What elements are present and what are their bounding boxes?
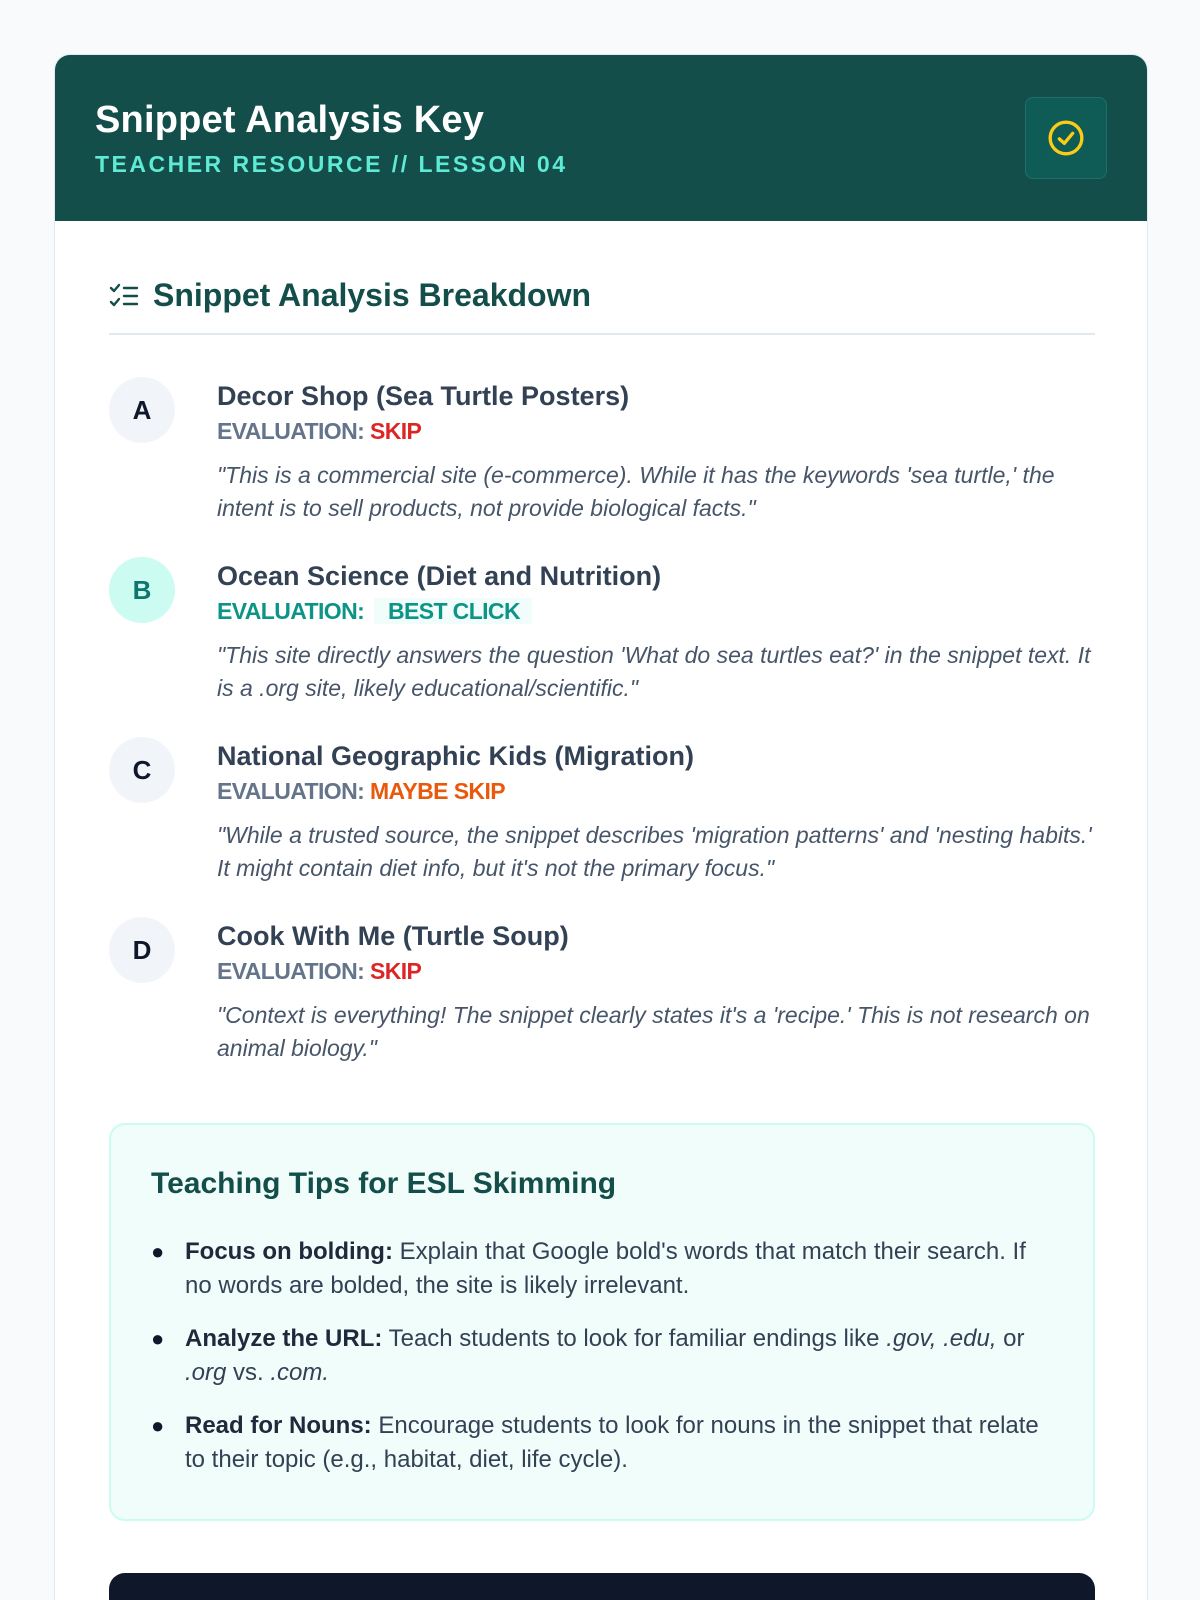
- evaluation-prefix: EVALUATION:: [217, 418, 365, 444]
- tip-text: Teach students to look for familiar endings like: [382, 1325, 887, 1352]
- snippet-evaluation: [217, 775, 1097, 807]
- header: [55, 55, 1147, 221]
- breakdown-heading: Snippet Analysis Breakdown: [153, 277, 592, 313]
- footer-bar: [109, 1573, 1095, 1600]
- heading-divider: [109, 333, 1095, 335]
- tip-label: Analyze the URL:: [185, 1325, 383, 1352]
- header-badge[interactable]: [1025, 97, 1107, 179]
- checklist-icon: [109, 282, 139, 310]
- tip-text: Explain that Google bold's words that match their search. If no words are bolded, the site is likely irrelevant.: [185, 1238, 1026, 1299]
- evaluation-value: SKIP: [369, 958, 422, 984]
- snippet-letter: A: [109, 377, 175, 443]
- snippet-title: Decor Shop (Sea Turtle Posters): [217, 381, 630, 411]
- bullet-icon: ●: [151, 1239, 165, 1264]
- evaluation-prefix: EVALUATION:: [217, 958, 365, 984]
- tip-item: [151, 1409, 1051, 1477]
- evaluation-prefix: EVALUATION:: [217, 598, 365, 624]
- snippet-evaluation: [217, 595, 1097, 627]
- tip-label: Read for Nouns:: [185, 1412, 372, 1439]
- snippet-title: Cook With Me (Turtle Soup): [217, 921, 569, 951]
- snippet-quote: "This is a commercial site (e-commerce). While it has the keywords 'sea turtle,' the intent is to sell products, not provide biological facts.": [217, 462, 1055, 521]
- tip-domain-com: .com.: [270, 1359, 330, 1386]
- snippet-quote: "Context is everything! The snippet clearly states it's a 'recipe.' This is not research on animal biology.": [217, 1002, 1090, 1061]
- evaluation-value: BEST CLICK: [374, 598, 532, 624]
- snippet-evaluation: [217, 955, 1097, 987]
- tips-title: Teaching Tips for ESL Skimming: [151, 1167, 617, 1200]
- snippet-letter: C: [109, 737, 175, 803]
- tip-text-connector: or: [996, 1325, 1025, 1352]
- bullet-icon: ●: [151, 1413, 165, 1438]
- snippet-letter: B: [109, 557, 175, 623]
- tip-text-versus: vs.: [226, 1359, 271, 1386]
- page-title: Snippet Analysis Key: [95, 99, 485, 141]
- tip-domain-org: .org: [185, 1359, 227, 1386]
- tips-list: [151, 1235, 1051, 1496]
- snippet-letter: D: [109, 917, 175, 983]
- check-circle-icon: [1046, 118, 1086, 158]
- page-subtitle: TEACHER RESOURCE // LESSON 04: [95, 151, 568, 177]
- snippet-title: Ocean Science (Diet and Nutrition): [217, 561, 662, 591]
- analysis-card: [54, 54, 1148, 1600]
- evaluation-value: SKIP: [369, 418, 422, 444]
- tip-item: [151, 1235, 1051, 1303]
- tip-text: Encourage students to look for nouns in the snippet that relate to their topic (e.g., habitat, diet, life cycle).: [185, 1412, 1039, 1473]
- snippet-quote: "While a trusted source, the snippet describes 'migration patterns' and 'nesting habits.' It might contain diet info, but it's not the primary focus.": [217, 822, 1092, 881]
- evaluation-prefix: EVALUATION:: [217, 778, 365, 804]
- snippet-title: National Geographic Kids (Migration): [217, 741, 695, 771]
- evaluation-value: MAYBE SKIP: [369, 778, 505, 804]
- teaching-tips-panel: [109, 1123, 1095, 1521]
- bullet-icon: ●: [151, 1326, 165, 1351]
- section-heading: [109, 277, 591, 314]
- tip-item: [151, 1322, 1051, 1390]
- tip-label: Focus on bolding:: [185, 1238, 393, 1265]
- snippet-quote: "This site directly answers the question 'What do sea turtles eat?' in the snippet text. It is a .org site, likely educational/scientific.": [217, 642, 1091, 701]
- snippet-evaluation: [217, 415, 1097, 447]
- tip-domain-examples: .gov, .edu,: [886, 1325, 997, 1352]
